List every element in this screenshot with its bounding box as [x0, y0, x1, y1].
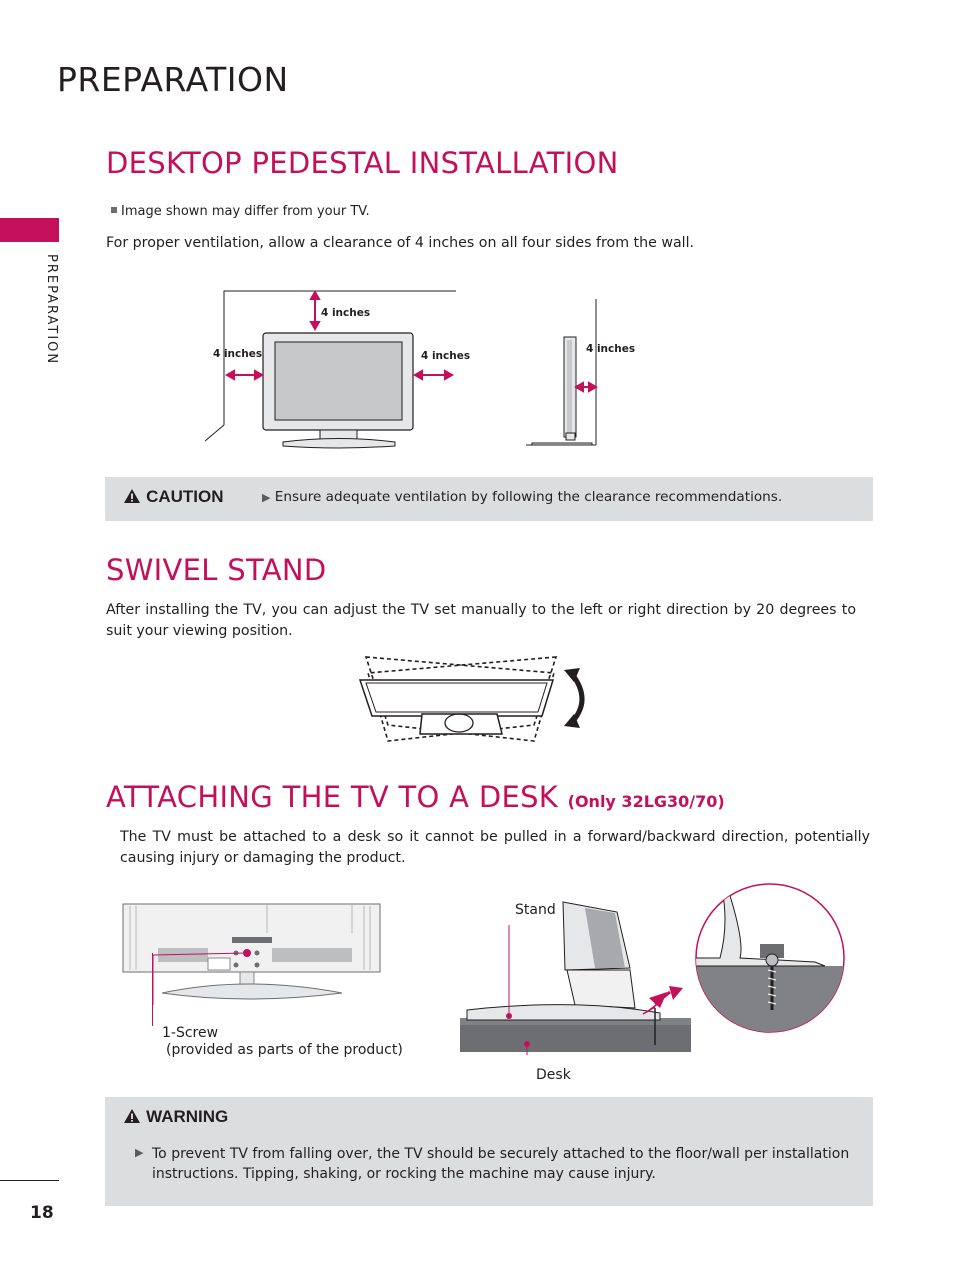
caution-heading [123, 487, 224, 507]
ventilation-text: For proper ventilation, allow a clearance of 4 inches on all four sides from the wall. [106, 235, 695, 251]
page-title: PREPARATION [57, 60, 289, 99]
triangle-bullet-icon: ▶ [262, 491, 271, 504]
stand-label: Stand [515, 902, 556, 918]
caution-text [262, 487, 782, 508]
screw-note: (provided as parts of the product) [166, 1042, 403, 1058]
label-side-clearance: 4 inches [586, 343, 636, 355]
warning-text [152, 1144, 849, 1184]
desktop-heading: DESKTOP PEDESTAL INSTALLATION [106, 146, 619, 180]
side-label: PREPARATION [44, 254, 59, 366]
tv-back-screw-diagram [122, 903, 384, 1005]
caution-text-content: Ensure adequate ventilation by following the clearance recommendations. [274, 489, 783, 505]
desktop-note [111, 204, 370, 219]
desktop-note-text: Image shown may differ from your TV. [121, 204, 370, 219]
tv-side-clearance-diagram [522, 295, 642, 450]
desk-label: Desk [536, 1067, 571, 1083]
swivel-text: After installing the TV, you can adjust the TV set manually to the left or right direction by 20 degrees to suit your viewing position. [106, 602, 856, 639]
attach-heading [106, 780, 725, 814]
label-left-clearance: 4 inches [213, 348, 263, 360]
label-right-clearance: 4 inches [421, 350, 471, 362]
bullet-square-icon [111, 207, 117, 213]
page-number: 18 [30, 1203, 54, 1223]
warning-heading [123, 1107, 228, 1127]
screw-pointer-line [152, 953, 153, 1026]
warning-text-line2: instructions. Tipping, shaking, or rocking the machine may cause injury. [152, 1166, 656, 1182]
attach-heading-note: (Only 32LG30/70) [567, 792, 725, 811]
attach-heading-text: ATTACHING THE TV TO A DESK [106, 780, 559, 814]
side-tab-marker [0, 218, 59, 242]
caution-label: CAUTION [146, 487, 224, 506]
swivel-heading: SWIVEL STAND [106, 553, 327, 587]
swivel-rotation-diagram [352, 652, 602, 748]
footer-rule [0, 1180, 59, 1181]
label-top-clearance: 4 inches [321, 307, 371, 319]
warning-label: WARNING [146, 1107, 229, 1126]
screw-label: 1-Screw [162, 1025, 219, 1041]
warning-text-line1: To prevent TV from falling over, the TV should be securely attached to the floor/wall per installation [152, 1146, 850, 1162]
warning-triangle-icon [123, 1108, 141, 1124]
warning-triangle-icon [123, 488, 141, 504]
attach-text: The TV must be attached to a desk so it cannot be pulled in a forward/backward direction, potentially causing injury or damaging the product. [120, 829, 870, 866]
triangle-bullet-icon: ▶ [135, 1146, 144, 1159]
